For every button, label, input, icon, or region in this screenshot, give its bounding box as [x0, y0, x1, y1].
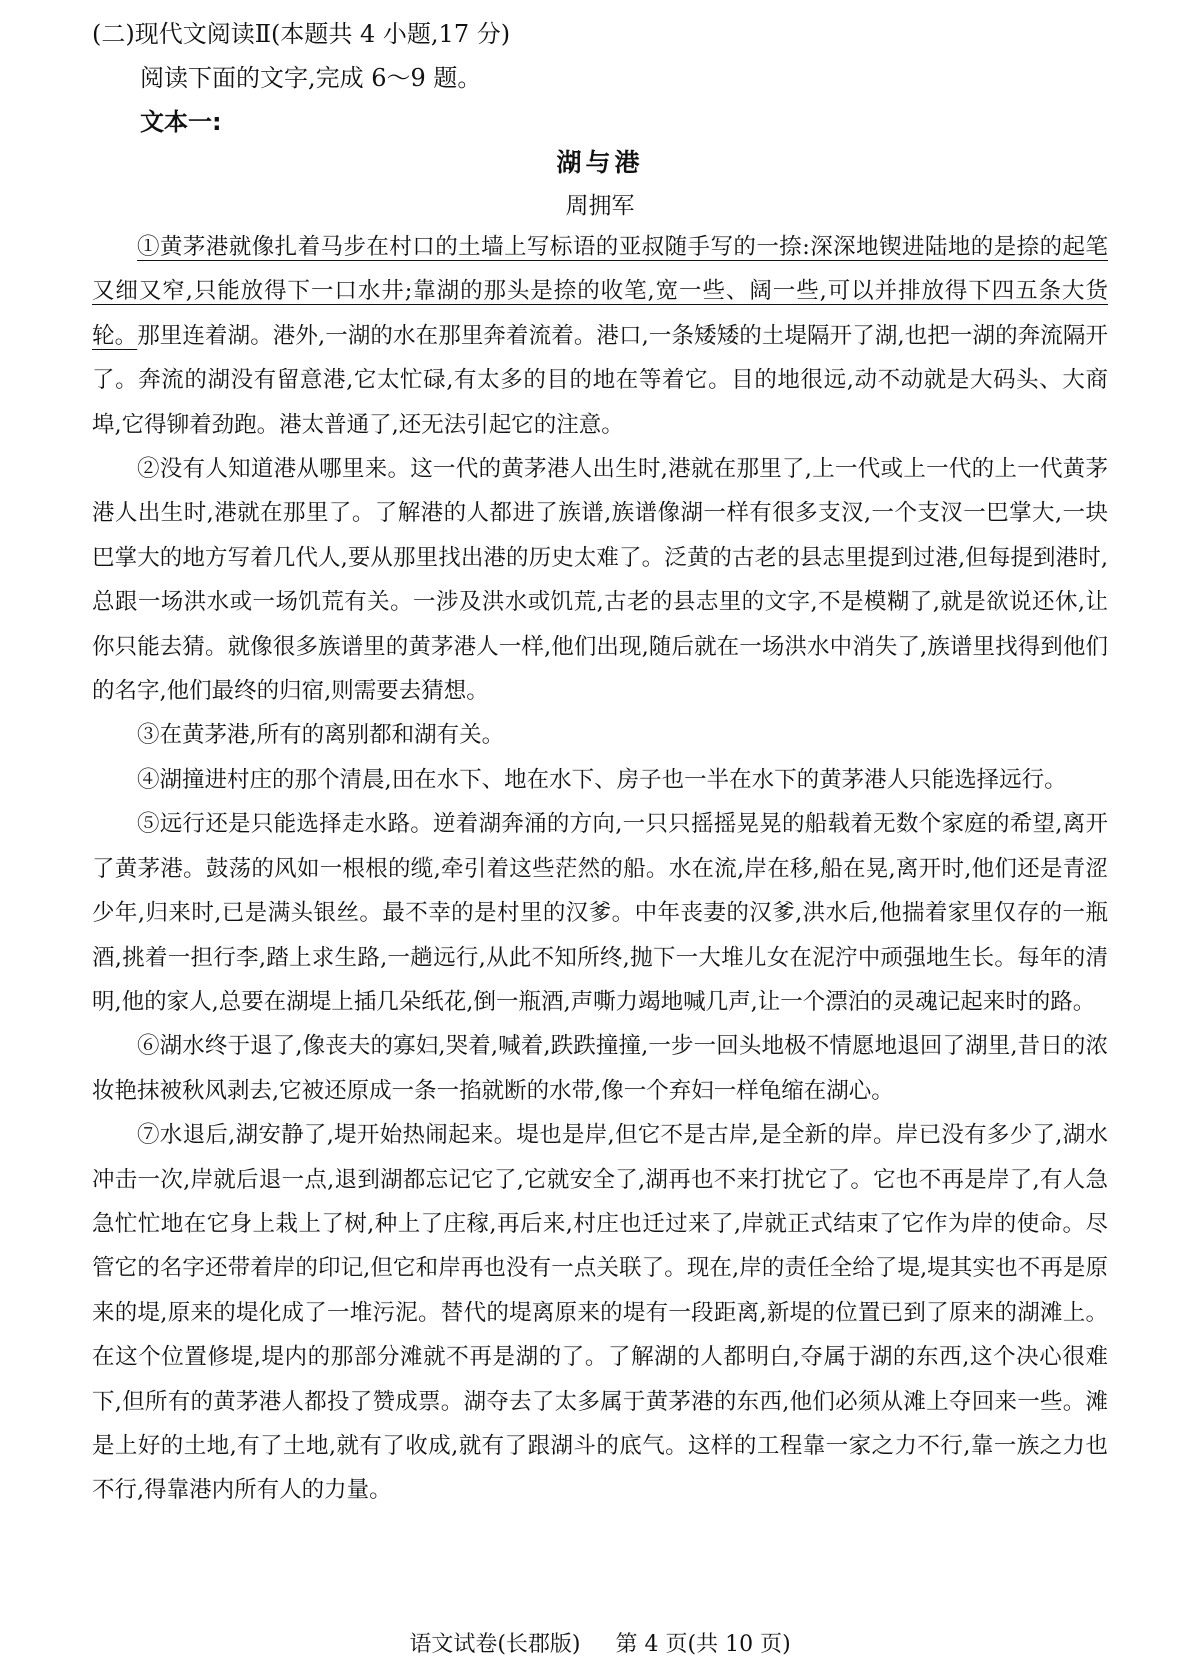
text-one-label: 文本一:	[140, 108, 222, 136]
paragraph-6	[92, 1024, 1108, 1113]
page-number: 第 4 页(共 10 页)	[615, 1632, 791, 1657]
reading-instruction: 阅读下面的文字,完成 6～9 题。	[140, 64, 482, 92]
underlined-sentence: ①黄茅港就像扎着马步在村口的土墙上写标语的亚叔随手写的一捺:深深地锲进陆地的是捺的起笔又细又窄,只能放得下一口水井;靠湖的那头是捺的收笔,宽一些、阔一些,可以并排放得下四五条大货轮。	[92, 234, 1108, 349]
article-title: 湖与港	[556, 148, 644, 177]
article-author: 周拥军	[565, 193, 635, 219]
paragraph-text: 那里连着湖。港外,一湖的水在那里奔着流着。港口,一条矮矮的土堤隔开了湖,也把一湖的奔流隔开了。奔流的湖没有留意港,它太忙碌,有太多的目的地在等着它。目的地很远,动不动就是大码头、大商埠,它得铆着劲跑。港太普通了,还无法引起它的注意。	[92, 322, 1108, 438]
section-heading: (二)现代文阅读Ⅱ(本题共 4 小题,17 分)	[92, 20, 511, 48]
paragraph-3	[92, 713, 1108, 757]
paragraph-2	[92, 447, 1108, 713]
paragraph-text: ④湖撞进村庄的那个清晨,田在水下、地在水下、房子也一半在水下的黄茅港人只能选择远行。	[137, 766, 1067, 793]
page-footer	[0, 1630, 1200, 1660]
paragraph-7	[92, 1113, 1108, 1513]
paragraph-5	[92, 802, 1108, 1024]
paragraph-text: ⑤远行还是只能选择走水路。逆着湖奔涌的方向,一只只摇摇晃晃的船载着无数个家庭的希望,离开了黄茅港。鼓荡的风如一根根的缆,牵引着这些茫然的船。水在流,岸在移,船在晃,离开时,他们还是青涩少年,归来时,已是满头银丝。最不幸的是村里的汉爹。中年丧妻的汉爹,洪水后,他揣着家里仅存的一瓶酒,挑着一担行李,踏上求生路,一趟远行,从此不知所终,抛下一大堆儿女在泥泞中顽强地生长。每年的清明,他的家人,总要在湖堤上插几朵纸花,倒一瓶酒,声嘶力竭地喊几声,让一个漂泊的灵魂记起来时的路。	[92, 811, 1108, 1015]
paragraph-text: ③在黄茅港,所有的离别都和湖有关。	[137, 722, 505, 749]
paragraph-text: ⑥湖水终于退了,像丧夫的寡妇,哭着,喊着,跌跌撞撞,一步一回头地极不情愿地退回了湖里,昔日的浓妆艳抹被秋风剥去,它被还原成一条一掐就断的水带,像一个弃妇一样龟缩在湖心。	[92, 1033, 1108, 1104]
exam-name: 语文试卷(长郡版)	[409, 1632, 581, 1657]
paragraph-4	[92, 758, 1108, 802]
paragraph-1	[92, 225, 1108, 447]
article-body	[92, 225, 1108, 1513]
paragraph-text: ⑦水退后,湖安静了,堤开始热闹起来。堤也是岸,但它不是古岸,是全新的岸。岸已没有多少了,湖水冲击一次,岸就后退一点,退到湖都忘记它了,它就安全了,湖再也不来打扰它了。它也不再是岸了,有人急急忙忙地在它身上栽上了树,种上了庄稼,再后来,村庄也迁过来了,岸就正式结束了它作为岸的使命。尽管它的名字还带着岸的印记,但它和岸再也没有一点关联了。现在,岸的责任全给了堤,堤其实也不再是原来的堤,原来的堤化成了一堆污泥。替代的堤离原来的堤有一段距离,新堤的位置已到了原来的湖滩上。在这个位置修堤,堤内的那部分滩就不再是湖的了。了解湖的人都明白,夺属于湖的东西,这个决心很难下,但所有的黄茅港人都投了赞成票。湖夺去了太多属于黄茅港的东西,他们必须从滩上夺回来一些。滩是上好的土地,有了土地,就有了收成,就有了跟湖斗的底气。这样的工程靠一家之力不行,靠一族之力也不行,得靠港内所有人的力量。	[92, 1122, 1108, 1504]
paragraph-text: ②没有人知道港从哪里来。这一代的黄茅港人出生时,港就在那里了,上一代或上一代的上一代黄茅港人出生时,港就在那里了。了解港的人都进了族谱,族谱像湖一样有很多支汊,一个支汊一巴掌大,一块巴掌大的地方写着几代人,要从那里找出港的历史太难了。泛黄的古老的县志里提到过港,但每提到港时,总跟一场洪水或一场饥荒有关。一涉及洪水或饥荒,古老的县志里的文字,不是模糊了,就是欲说还休,让你只能去猜。就像很多族谱里的黄茅港人一样,他们出现,随后就在一场洪水中消失了,族谱里找得到他们的名字,他们最终的归宿,则需要去猜想。	[92, 456, 1108, 705]
